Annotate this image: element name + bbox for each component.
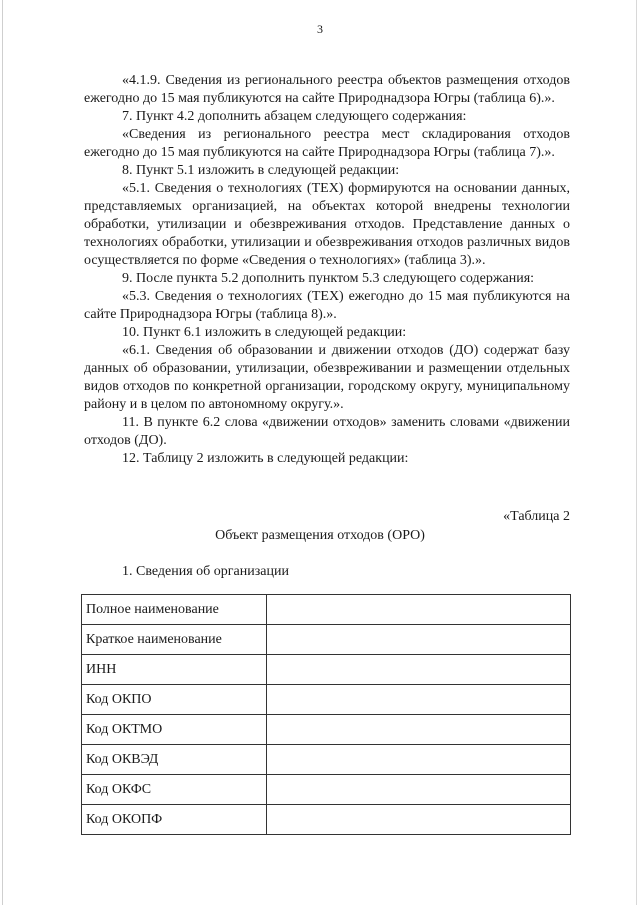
table-cell-field: Код ОКОПФ <box>82 805 267 835</box>
table-row <box>82 655 571 685</box>
table-cell-field: Полное наименование <box>82 595 267 625</box>
organization-table <box>81 594 571 835</box>
page-number: 3 <box>317 22 323 36</box>
paragraph: 11. В пункте 6.2 слова «движении отходов» заменить словами «движении отходов (ДО). <box>84 415 570 448</box>
paragraph: 10. Пункт 6.1 изложить в следующей редакции: <box>122 325 407 340</box>
table-cell-field: Код ОКТМО <box>82 715 267 745</box>
table-cell-value <box>267 595 571 625</box>
table-label: «Таблица 2 <box>503 509 570 524</box>
table-cell-value <box>267 685 571 715</box>
paragraph: «5.1. Сведения о технологиях (ТЕХ) формируются на основании данных, представляемых организацией, на объектах которой внедрены технологии обработки, утилизации и обезвреживания отходов. Представление данных о технологиях обработки, утилизации и обезвреживания отходов различных видов осуществляется по форме «Сведения о технологиях» (таблица 3).». <box>84 181 570 268</box>
paragraph: 8. Пункт 5.1 изложить в следующей редакции: <box>122 163 400 178</box>
table-cell-field: Код ОКФС <box>82 775 267 805</box>
table-cell-value <box>267 745 571 775</box>
scan-edge-right <box>636 0 637 905</box>
table-cell-value <box>267 655 571 685</box>
paragraph: «5.3. Сведения о технологиях (ТЕХ) ежегодно до 15 мая публикуются на сайте Природнадзора Югры (таблица 8).». <box>84 289 570 322</box>
table-title: Объект размещения отходов (ОРО) <box>215 528 425 543</box>
table-row <box>82 625 571 655</box>
paragraph: «4.1.9. Сведения из регионального реестра объектов размещения отходов ежегодно до 15 мая публикуются на сайте Природнадзора Югры (таблица 6).». <box>84 73 570 106</box>
paragraph: «6.1. Сведения об образовании и движении отходов (ДО) содержат базу данных об образовании, утилизации, обезвреживании и размещении отдельных видов отходов по конкретной организации, городскому округу, муниципальному району и в целом по автономному округу.». <box>84 343 570 412</box>
paragraph: 9. После пункта 5.2 дополнить пунктом 5.3 следующего содержания: <box>122 271 535 286</box>
table-cell-value <box>267 775 571 805</box>
paragraph: «Сведения из регионального реестра мест складирования отходов ежегодно до 15 мая публикуются на сайте Природнадзора Югры (таблица 7).». <box>84 127 570 160</box>
table-row <box>82 745 571 775</box>
document-body <box>84 72 570 468</box>
paragraph: 7. Пункт 4.2 дополнить абзацем следующего содержания: <box>122 109 467 124</box>
section-heading: 1. Сведения об организации <box>122 564 289 579</box>
table-cell-field: Код ОКПО <box>82 685 267 715</box>
table-cell-field: Код ОКВЭД <box>82 745 267 775</box>
table-cell-field: Краткое наименование <box>82 625 267 655</box>
table-cell-field: ИНН <box>82 655 267 685</box>
table-row <box>82 805 571 835</box>
table-row <box>82 715 571 745</box>
table-cell-value <box>267 805 571 835</box>
table-row <box>82 595 571 625</box>
table-row <box>82 775 571 805</box>
table-cell-value <box>267 715 571 745</box>
paragraph: 12. Таблицу 2 изложить в следующей редакции: <box>122 451 409 466</box>
table-cell-value <box>267 625 571 655</box>
scan-edge-left <box>2 0 3 905</box>
table-row <box>82 685 571 715</box>
